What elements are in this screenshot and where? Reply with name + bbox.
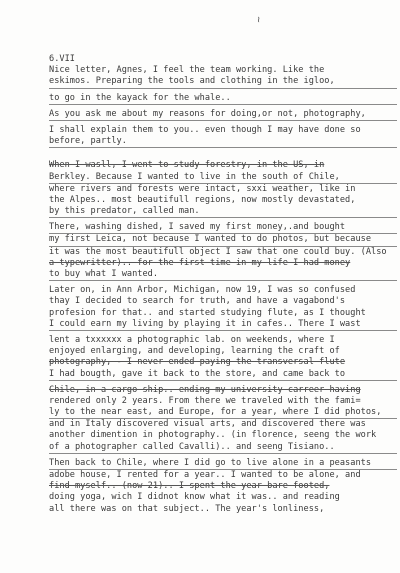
- letter-line: another dimention in photography.. (in florence, seeng the work: [49, 430, 377, 441]
- letter-date: 6.VII: [49, 54, 75, 64]
- letter-line: rendered only 2 years. From there we traveled with the fami=: [49, 395, 361, 406]
- letter-body: [49, 54, 397, 515]
- letter-line: of a photographer called Cavalli).. and seeng Tisiano..: [49, 442, 397, 454]
- letter-line: it was the most beautifull object I saw that one could buy. (Also: [49, 246, 387, 257]
- letter-line: to go in the kayack for the whale..: [49, 93, 397, 105]
- letter-line: eskimos. Preparing the tools and clothing in the igloo,: [49, 76, 397, 88]
- letter-line-struck: Chile, in a cargo ship.. ending my university carreer having: [49, 384, 361, 395]
- letter-line: I had bougth, gave it back to the store, and came back to: [49, 369, 397, 381]
- letter-line: Then back to Chile, where I did go to live alone in a peasants: [49, 458, 397, 470]
- letter-line: thay I decided to search for truth, and have a vagabond's: [49, 296, 346, 307]
- letter-line: Later on, in Ann Arbor, Michigan, now 19, I was so confused: [49, 285, 356, 296]
- letter-line-struck: a typewritter).. for the first time in my life I had money: [49, 257, 351, 268]
- letter-line: Berkley. Because I wanted to live in the south of Chile,: [49, 172, 397, 184]
- letter-line-struck: photography, - I never ended paying the transversal flute: [49, 357, 346, 368]
- letter-line: I could earn my living by playing it in cafes.. There I wast: [49, 319, 397, 331]
- letter-line: enjoyed enlarging, and developing, learning the craft of: [49, 346, 340, 357]
- page-corner-mark: ~: [252, 16, 264, 23]
- letter-line: ly to the near east, and Europe, for a year, where I did photos,: [49, 407, 397, 419]
- letter-line: all there was on that subject.. The year's lonliness,: [49, 503, 325, 514]
- letter-line: the Alpes.. most beautifull regions, now mostly devastated,: [49, 194, 356, 205]
- letter-line: doing yoga, wich I didnot know what it was.. and reading: [49, 492, 340, 503]
- letter-line: to buy what I wanted.: [49, 269, 397, 281]
- letter-line: As you ask me about my reasons for doing,or not, photography,: [49, 109, 397, 121]
- letter-line: Nice letter, Agnes, I feel the team working. Like the: [49, 65, 325, 76]
- letter-line: adobe house, I rented for a year.. I wanted to be alone, and: [49, 470, 361, 480]
- letter-line: lent a txxxxxx a photographic lab. on weekends, where I: [49, 334, 335, 345]
- letter-line-struck: When I wasll, I went to study forestry, in the US, in: [49, 160, 325, 171]
- letter-line: profesion for that.. and started studying flute, as I thought: [49, 307, 366, 318]
- letter-line: before, partly.: [49, 136, 397, 148]
- letter-line-struck: find myself.. (now 21).. I spent the year bare footed,: [49, 481, 330, 492]
- letter-line: where rivers and forests were intact, sxxi weather, like in: [49, 183, 356, 194]
- letter-line: There, washing dished, I saved my first money,.and bought: [49, 222, 397, 234]
- letter-line: and in Italy discovered visual arts, and discovered there was: [49, 419, 366, 430]
- letter-line: by this predator, called man.: [49, 206, 397, 218]
- letter-line: I shall explain them to you.. even though I may have done so: [49, 124, 361, 135]
- letter-line: my first Leica, not because I wanted to do photos, but because: [49, 234, 397, 246]
